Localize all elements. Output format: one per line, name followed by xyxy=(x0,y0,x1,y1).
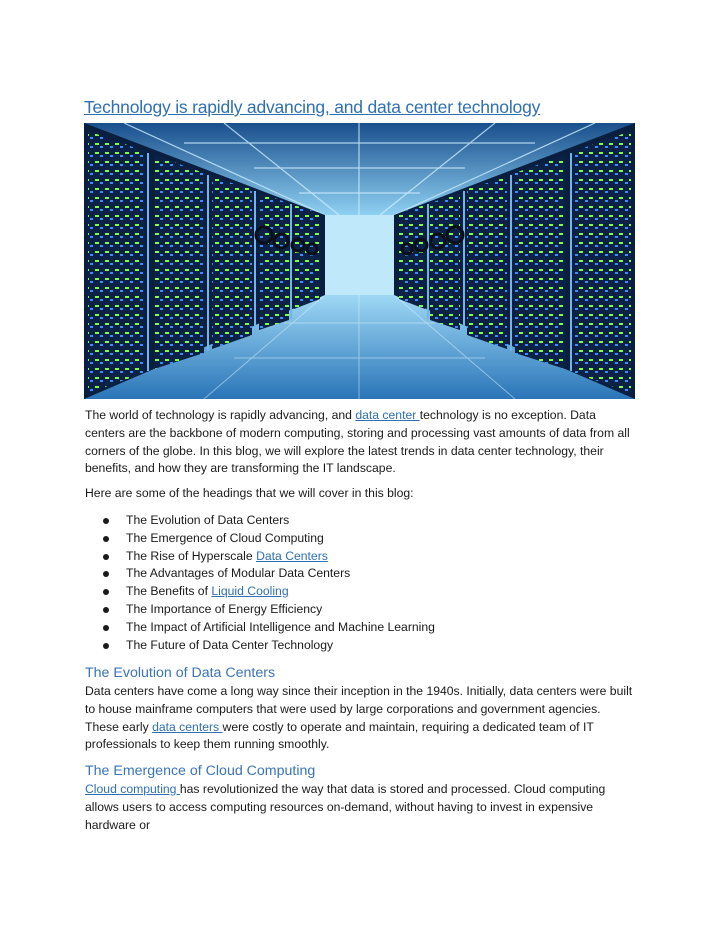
page-title: Technology is rapidly advancing, and data center technology xyxy=(84,97,541,117)
intro-paragraph xyxy=(85,407,637,478)
list-item-text: The Emergence of Cloud Computing xyxy=(126,530,324,545)
list-item-text: The Importance of Energy Efficiency xyxy=(126,601,323,616)
list-item xyxy=(85,530,605,548)
cloud-computing-link[interactable]: Cloud computing xyxy=(85,782,180,796)
list-item xyxy=(85,601,605,619)
data-centers-link[interactable]: Data Centers xyxy=(256,548,328,563)
list-item xyxy=(85,619,605,637)
intro-text-end: technology is no exception. Data centers are the backbone of modern computing, storing and processing vast amounts of data from all corners of the globe. In this blog, we will explore the latest trends in data center technology, their benefits, and how they are transforming the IT landscape. xyxy=(85,408,630,476)
bullet-icon xyxy=(103,589,109,595)
cloud-paragraph xyxy=(85,781,637,834)
list-item-text: The Advantages of Modular Data Centers xyxy=(126,566,351,581)
bullet-icon xyxy=(103,536,109,542)
list-item xyxy=(85,512,605,530)
list-item-text: The Evolution of Data Centers xyxy=(126,513,290,527)
list-item xyxy=(85,565,605,583)
section-heading-cloud: The Emergence of Cloud Computing xyxy=(85,763,316,779)
evolution-text-start: Data centers have come a long way since their inception in the 1940s. Initially, data centers were built to house mainframe computers that were used by large corporations and government agencies. These early xyxy=(85,684,633,734)
bullet-icon xyxy=(103,643,109,649)
data-center-link[interactable]: data center xyxy=(355,408,420,422)
bullet-icon xyxy=(103,571,109,577)
headings-list xyxy=(85,512,605,654)
server-corridor-photo xyxy=(84,123,635,399)
list-item xyxy=(85,548,605,566)
bullet-icon xyxy=(103,518,109,524)
liquid-cooling-link[interactable]: Liquid Cooling xyxy=(211,584,289,599)
bullet-icon xyxy=(103,607,109,613)
bullet-icon xyxy=(103,554,109,560)
evolution-text-end: were costly to operate and maintain, requiring a dedicated team of IT professionals to keep them running smoothly. xyxy=(85,719,594,752)
headings-intro: Here are some of the headings that we will cover in this blog: xyxy=(85,486,414,500)
list-item xyxy=(85,637,605,655)
intro-text-start: The world of technology is rapidly advancing, and xyxy=(85,408,356,422)
list-item-text: The Future of Data Center Technology xyxy=(126,637,334,652)
list-item-text: The Benefits of xyxy=(126,584,212,599)
data-centers-inline-link[interactable]: data centers xyxy=(152,719,223,734)
list-item-text: The Impact of Artificial Intelligence and Machine Learning xyxy=(126,619,435,634)
bullet-icon xyxy=(103,625,109,631)
server-corridor-image xyxy=(84,123,635,399)
cloud-text: has revolutionized the way that data is stored and processed. Cloud computing allows users to access computing resources on-demand, without having to invest in expensive hardware or xyxy=(85,782,606,832)
evolution-paragraph xyxy=(85,683,637,754)
list-item-text: The Rise of Hyperscale xyxy=(126,548,257,563)
list-item xyxy=(85,583,605,601)
section-heading-evolution: The Evolution of Data Centers xyxy=(85,665,276,681)
